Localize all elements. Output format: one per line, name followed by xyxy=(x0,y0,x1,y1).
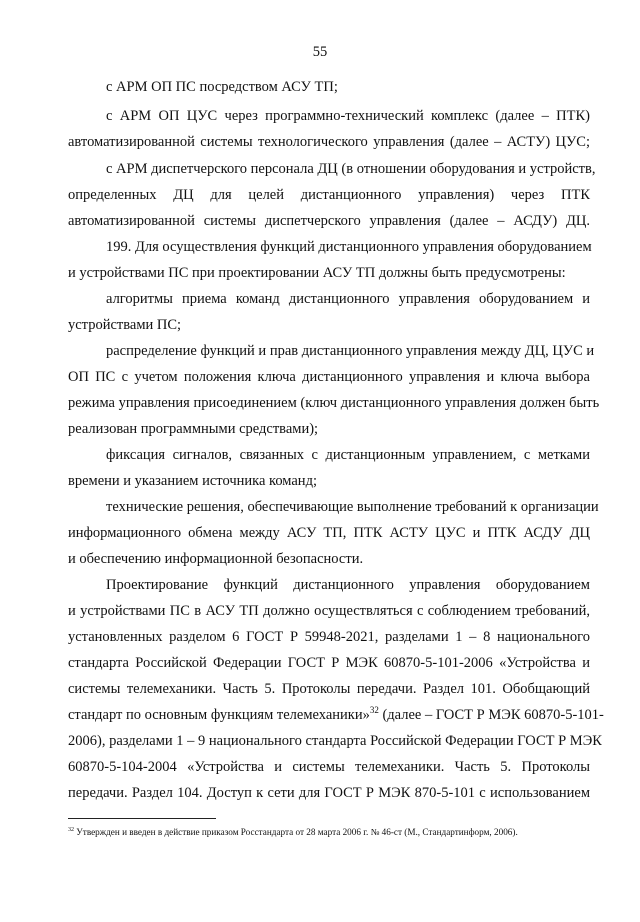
text-line: 60870-5-104-2004 «Устройства и системы телемеханики. Часть 5. Протоколы xyxy=(68,759,590,775)
text-line: Проектирование функций дистанционного управления оборудованием xyxy=(106,577,590,593)
text-line-with-footnote xyxy=(68,705,604,724)
text-line: ОП ПС с учетом положения ключа дистанционного управления и ключа выбора xyxy=(68,369,590,385)
text-line: и устройствами ПС при проектировании АСУ ТП должны быть предусмотрены: xyxy=(68,265,566,281)
text-line: с АРМ ОП ПС посредством АСУ ТП; xyxy=(106,79,338,95)
text-line: автоматизированной системы диспетчерского управления (далее – АСДУ) ДЦ. xyxy=(68,213,590,229)
text-line: технические решения, обеспечивающие выполнение требований к организации xyxy=(106,499,599,515)
text-fragment: стандарт по основным функциям телемеханики» xyxy=(68,707,370,723)
text-line: устройствами ПС; xyxy=(68,317,182,333)
text-line: определенных ДЦ для целей дистанционного управления) через ПТК xyxy=(68,187,590,203)
text-line: и обеспечению информационной безопасности. xyxy=(68,551,364,567)
footnote-marker: 32 xyxy=(68,827,74,833)
footnote-text: Утвержден и введен в действие приказом Росстандарта от 28 марта 2006 г. № 46-ст (М., Стандартинформ, 2006). xyxy=(76,827,518,837)
text-line: системы телемеханики. Часть 5. Протоколы передачи. Раздел 101. Обобщающий xyxy=(68,681,590,697)
text-fragment: (далее – ГОСТ Р МЭК 60870-5-101- xyxy=(382,707,604,723)
text-line: стандарта Российской Федерации ГОСТ Р МЭК 60870-5-101-2006 «Устройства и xyxy=(68,655,590,671)
text-line: режима управления присоединением (ключ дистанционного управления должен быть xyxy=(68,395,600,411)
text-line: автоматизированной системы технологического управления (далее – АСТУ) ЦУС; xyxy=(68,134,590,150)
footnote xyxy=(68,826,608,838)
text-line: с АРМ ОП ЦУС через программно-технический комплекс (далее – ПТК) xyxy=(106,108,590,124)
text-line: алгоритмы приема команд дистанционного управления оборудованием и xyxy=(106,291,590,307)
text-line: информационного обмена между АСУ ТП, ПТК АСТУ ЦУС и ПТК АСДУ ДЦ xyxy=(68,525,590,541)
text-line: с АРМ диспетчерского персонала ДЦ (в отношении оборудования и устройств, xyxy=(106,161,596,177)
footnote-reference: 32 xyxy=(369,705,379,715)
text-line: 2006), разделами 1 – 9 национального стандарта Российской Федерации ГОСТ Р МЭК xyxy=(68,733,602,749)
text-line: и устройствами ПС в АСУ ТП должно осуществляться с соблюдением требований, xyxy=(68,603,590,619)
text-line: 199. Для осуществления функций дистанционного управления оборудованием xyxy=(106,239,592,255)
text-line: установленных разделом 6 ГОСТ Р 59948-2021, разделами 1 – 8 национального xyxy=(68,629,590,645)
text-line: распределение функций и прав дистанционного управления между ДЦ, ЦУС и xyxy=(106,343,595,359)
page-number: 55 xyxy=(312,44,328,60)
text-line: фиксация сигналов, связанных с дистанционным управлением, с метками xyxy=(106,447,590,463)
text-line: передачи. Раздел 104. Доступ к сети для ГОСТ Р МЭК 870-5-101 с использованием xyxy=(68,785,590,801)
text-line: реализован программными средствами); xyxy=(68,421,319,437)
text-line: времени и указанием источника команд; xyxy=(68,473,317,489)
footnote-separator xyxy=(68,818,216,819)
